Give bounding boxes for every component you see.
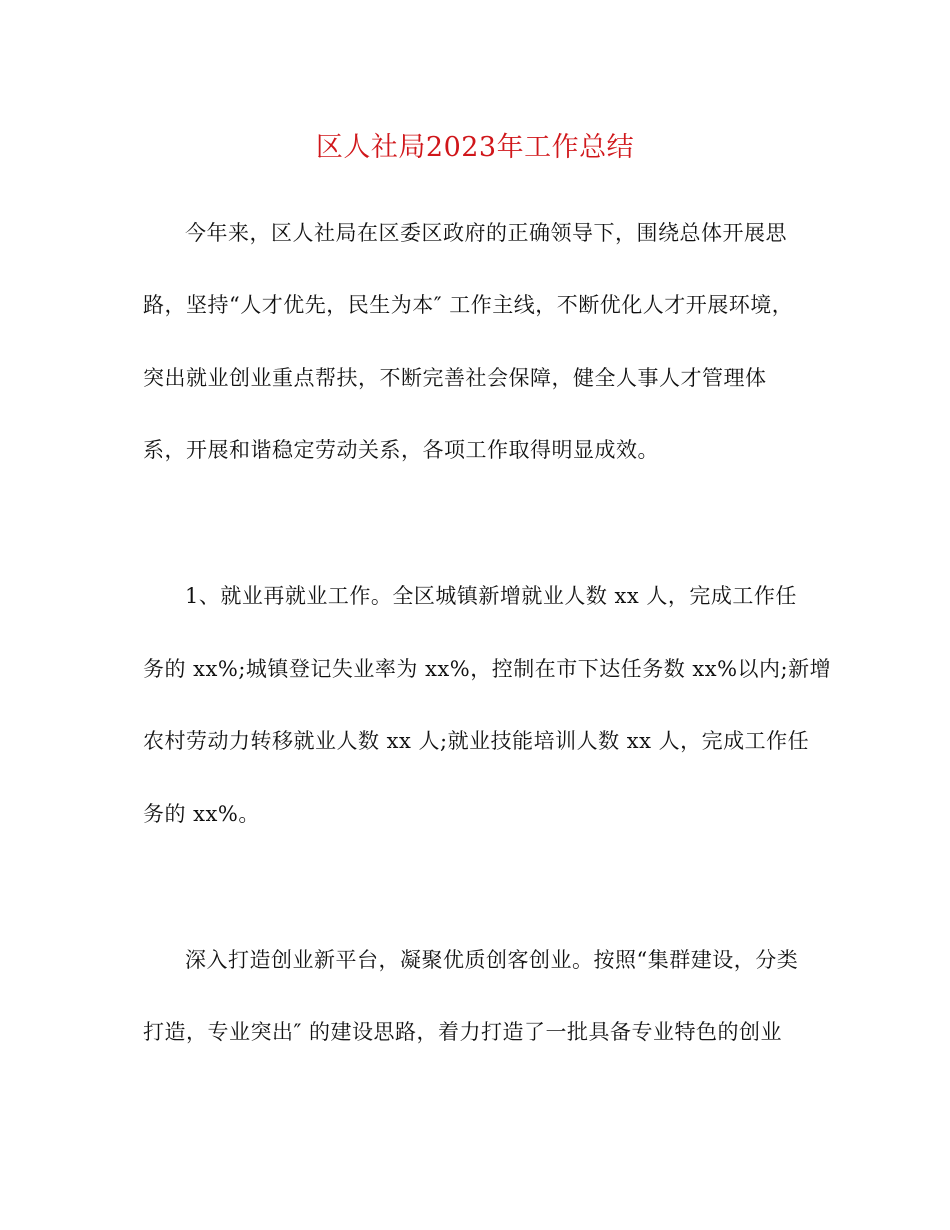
- paragraph-line: 突出就业创业重点帮扶，不断完善社会保障，健全人事人才管理体: [143, 366, 767, 390]
- paragraph-line: 务的 xx%。: [143, 802, 260, 826]
- paragraph-line: 今年来，区人社局在区委区政府的正确领导下，围绕总体开展思: [185, 221, 787, 245]
- paragraph-line: 路，坚持“人才优先，民生为本″ 工作主线，不断优化人才开展环境，: [143, 293, 794, 317]
- paragraph-line: 1、就业再就业工作。全区城镇新增就业人数 xx 人，完成工作任: [185, 584, 797, 608]
- paragraph-line: 深入打造创业新平台，凝聚优质创客创业。按照“集群建设，分类: [185, 948, 799, 972]
- paragraph-line: 打造，专业突出″ 的建设思路，着力打造了一批具备专业特色的创业: [143, 1020, 783, 1044]
- paragraph-line: 农村劳动力转移就业人数 xx 人;就业技能培训人数 xx 人，完成工作任: [143, 729, 810, 753]
- document-title: 区人社局2023年工作总结: [315, 132, 635, 163]
- paragraph-line: 系，开展和谐稳定劳动关系，各项工作取得明显成效。: [143, 438, 659, 462]
- paragraph-line: 务的 xx%;城镇登记失业率为 xx%，控制在市下达任务数 xx%以内;新增: [143, 657, 832, 681]
